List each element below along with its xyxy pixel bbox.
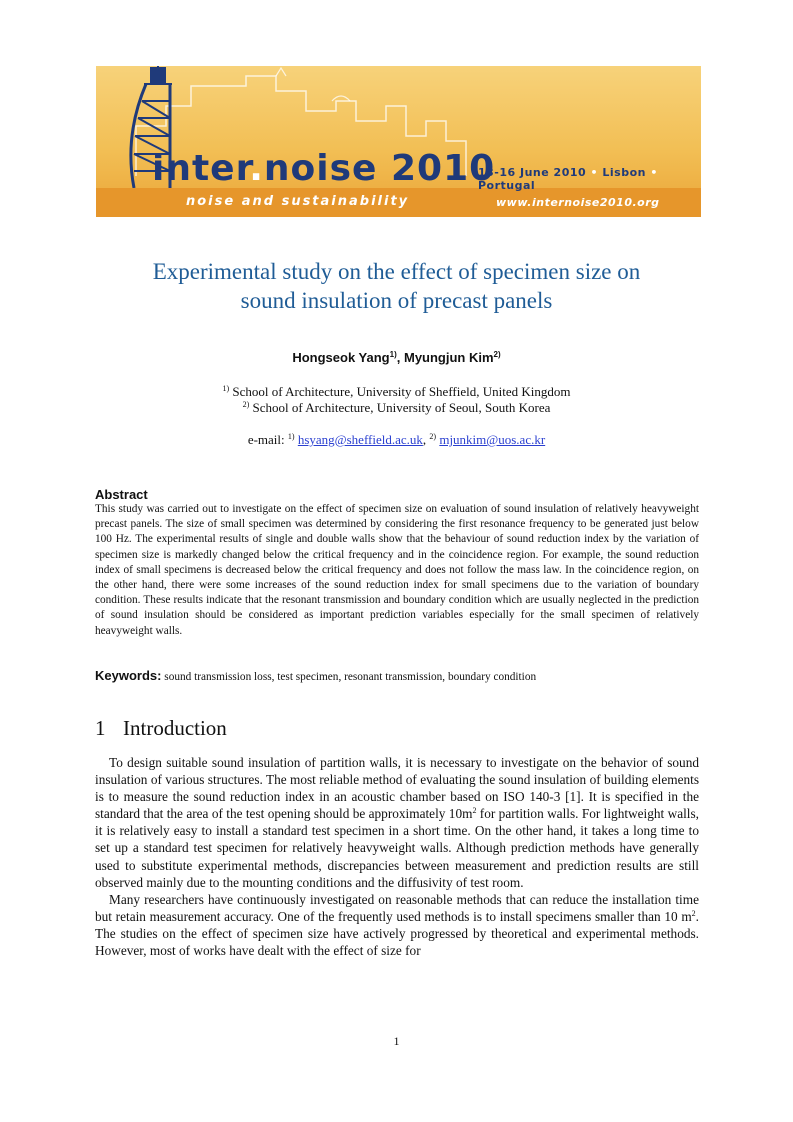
introduction-body bbox=[95, 754, 699, 959]
email-line bbox=[60, 432, 733, 448]
intro-p1-text-b: for partition walls. For lightweight walls, it is relatively easy to install a standard test specimen in a short time. On the other hand, it takes a long time to set up a standard test specimen for relatively heavyweight walls. Although prediction methods have generally used to substitute experimental methods, discrepancies between measurement and prediction results are still observed mainly due to the mounting conditions and the diffusivity of test room. bbox=[95, 806, 699, 890]
conference-subtitle: noise and sustainability bbox=[186, 194, 410, 209]
email-link-1[interactable]: hsyang@sheffield.ac.uk bbox=[297, 432, 423, 447]
intro-paragraph-2 bbox=[95, 891, 699, 959]
paper-title-line1: Experimental study on the effect of specimen size on bbox=[152, 259, 641, 284]
author-separator: , bbox=[396, 350, 404, 365]
affiliation-2-mark: 2) bbox=[242, 400, 250, 409]
conference-title bbox=[152, 148, 496, 189]
author-1-affil-mark: 1) bbox=[389, 350, 397, 359]
intro-p2-text-b: . The studies on the effect of specimen size have actively progressed by theoretical and experimental methods. However, most of works have dealt with the effect of size for bbox=[95, 908, 699, 959]
affiliation-1-text: School of Architecture, University of Sheffield, United Kingdom bbox=[232, 384, 571, 399]
intro-p2-text-a: Many researchers have continuously investigated on reasonable methods that can reduce the installation time but retain measurement accuracy. One of the frequently used methods is to install specimens smaller than 10 m bbox=[95, 891, 699, 924]
affiliation-2 bbox=[60, 400, 733, 416]
conference-city: Lisbon bbox=[602, 166, 646, 179]
title-part-noise: noise 2010 bbox=[263, 148, 496, 189]
author-2: Myungjun Kim bbox=[403, 350, 494, 365]
section-heading-introduction bbox=[95, 716, 227, 741]
affiliations bbox=[60, 384, 733, 416]
city-separator: • bbox=[650, 166, 658, 179]
intro-paragraph-1 bbox=[95, 754, 699, 891]
email-2-mark: 2) bbox=[429, 432, 437, 441]
author-list bbox=[60, 350, 733, 365]
conference-date-location bbox=[478, 166, 701, 192]
conference-country: Portugal bbox=[478, 179, 536, 192]
email-link-2[interactable]: mjunkim@uos.ac.kr bbox=[439, 432, 546, 447]
intro-p1-superscript: 2 bbox=[472, 806, 477, 816]
section-number: 1 bbox=[95, 716, 106, 740]
affiliation-1-mark: 1) bbox=[222, 384, 230, 393]
conference-banner bbox=[96, 66, 701, 217]
title-dot: . bbox=[249, 148, 264, 189]
conference-url: www.internoise2010.org bbox=[496, 196, 660, 209]
section-title: Introduction bbox=[123, 716, 227, 740]
intro-p1-text-a: To design suitable sound insulation of partition walls, it is necessary to investigate on the behavior of sound insulation of various structures. The most reliable method of evaluating the sound insulation of building elements is to measure the sound reduction index in an acoustic chamber based on ISO 140-3 [1]. It is specified in the standard that the area of the test opening should be approximately 10m bbox=[95, 755, 699, 822]
affiliation-2-text: School of Architecture, University of Seoul, South Korea bbox=[252, 400, 551, 415]
email-label: e-mail: bbox=[247, 432, 288, 447]
abstract-heading: Abstract bbox=[95, 487, 148, 502]
page-number: 1 bbox=[393, 1034, 400, 1048]
email-separator: , bbox=[422, 432, 430, 447]
keywords-text: sound transmission loss, test specimen, resonant transmission, boundary condition bbox=[161, 671, 537, 683]
conference-date: 13-16 June 2010 bbox=[478, 166, 587, 179]
email-1-mark: 1) bbox=[287, 432, 295, 441]
abstract-text: This study was carried out to investigate on the effect of specimen size on evaluation of sound insulation of relatively heavyweight precast panels. The size of small specimen was determined by considering the first resonance frequency to be generated just below 100 Hz. The experimental results of single and double walls show that the behaviour of sound reduction index by the variation of specimen size is markedly changed below the critical frequency and in the coincidence region. For example, the sound reduction index of small specimens is decreased below the critical frequency and does not follow the mass law. In the coincidence region, on the other hand, there were some increases of the sound reduction index for small specimens due to the variation of boundary condition. These results indicate that the resonant transmission and boundary condition which are usually neglected in the prediction of sound insulation should be considered as important prediction variables especially for the small specimen of relatively heavyweight walls. bbox=[95, 503, 699, 637]
paper-title-line2: sound insulation of precast panels bbox=[240, 288, 553, 313]
date-separator: • bbox=[590, 166, 599, 179]
title-part-inter: inter bbox=[152, 148, 250, 189]
intro-p2-superscript: 2 bbox=[691, 908, 696, 918]
affiliation-1 bbox=[60, 384, 733, 400]
keywords-line bbox=[95, 668, 699, 683]
author-1: Hongseok Yang bbox=[292, 350, 390, 365]
paper-title bbox=[60, 257, 733, 315]
keywords-label: Keywords: bbox=[95, 668, 162, 683]
author-2-affil-mark: 2) bbox=[493, 350, 501, 359]
